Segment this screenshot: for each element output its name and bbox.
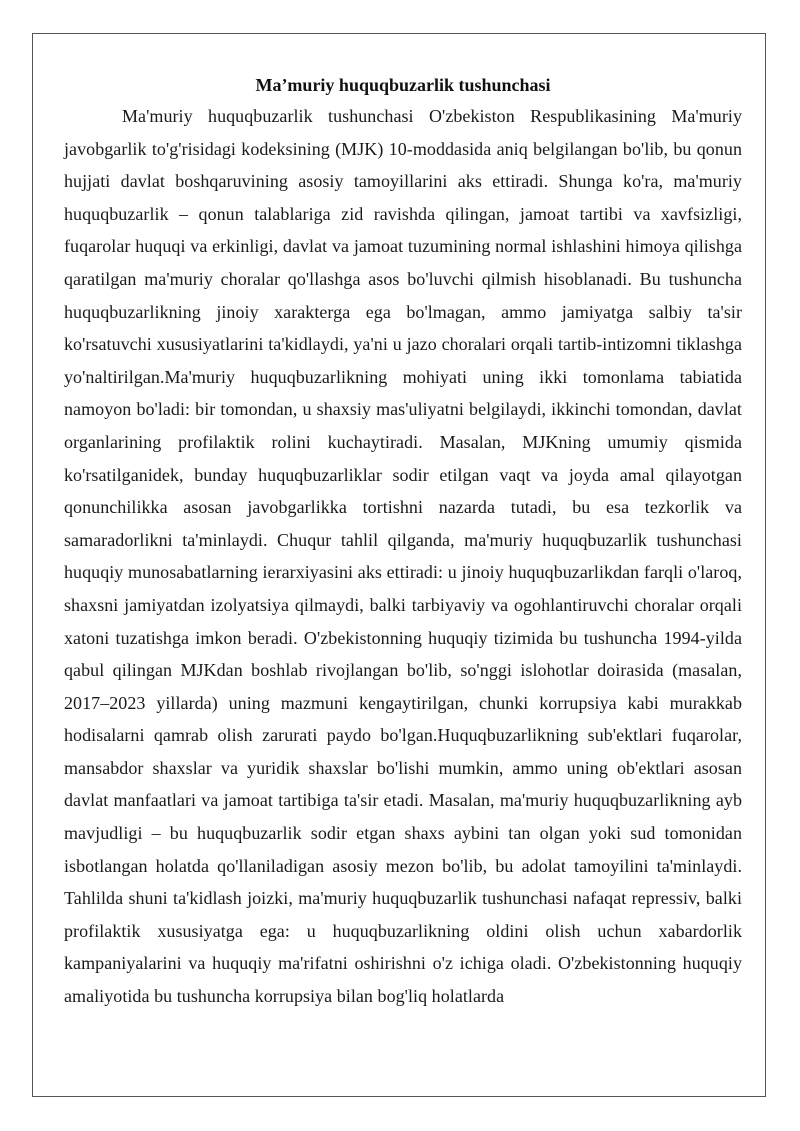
document-body [64, 73, 742, 1013]
document-title: Ma’muriy huquqbuzarlik tushunchasi [255, 75, 551, 95]
body-paragraph: Ma'muriy huquqbuzarlik tushunchasi O'zbekiston Respublikasining Ma'muriy javobgarlik to'g'risidagi kodeksining (MJK) 10-moddasida aniq belgilangan bo'lib, bu qonun hujjati davlat boshqaruvining asosiy tamoyillarini aks ettiradi. Shunga ko'ra, ma'muriy huquqbuzarlik – qonun talablariga zid ravishda qilingan, jamoat tartibi va xavfsizligi, fuqarolar huquqi va erkinligi, davlat va jamoat tuzumining normal ishlashini himoya qilishga qaratilgan ma'muriy choralar qo'llashga asos bo'luvchi qilmish hisoblanadi. Bu tushuncha huquqbuzarlikning jinoiy xarakterga ega bo'lmagan, ammo jamiyatga salbiy ta'sir ko'rsatuvchi xususiyatlarini ta'kidlaydi, ya'ni u jazo choralari orqali tartib-intizomni tiklashga yo'naltirilgan.Ma'muriy huquqbuzarlikning mohiyati uning ikki tomonlama tabiatida namoyon bo'ladi: bir tomondan, u shaxsiy mas'uliyatni belgilaydi, ikkinchi tomondan, davlat organlarining profilaktik rolini kuchaytiradi. Masalan, MJKning umumiy qismida ko'rsatilganidek, bunday huquqbuzarliklar sodir etilgan vaqt va joyda amal qilayotgan qonunchilikka asosan javobgarlikka tortishni nazarda tutadi, bu esa tezkorlik va samaradorlikni ta'minlaydi. Chuqur tahlil qilganda, ma'muriy huquqbuzarlik tushunchasi huquqiy munosabatlarning ierarxiyasini aks ettiradi: u jinoiy huquqbuzarlikdan farqli o'laroq, shaxsni jamiyatdan izolyatsiya qilmaydi, balki tarbiyaviy va ogohlantiruvchi choralar orqali xatoni tuzatishga imkon beradi. O'zbekistonning huquqiy tizimida bu tushuncha 1994-yilda qabul qilingan MJKdan boshlab rivojlangan bo'lib, so'nggi islohotlar doirasida (masalan, 2017–2023 yillarda) uning mazmuni kengaytirilgan, chunki korrupsiya kabi murakkab hodisalarni qamrab olish zarurati paydo bo'lgan.Huquqbuzarlikning sub'ektlari fuqarolar, mansabdor shaxslar va yuridik shaxslar bo'lishi mumkin, ammo uning ob'ektlari asosan davlat manfaatlari va jamoat tartibiga ta'sir etadi. Masalan, ma'muriy huquqbuzarlikning ayb mavjudligi – bu huquqbuzarlik sodir etgan shaxs aybini tan olgan yoki sud tomonidan isbotlangan holatda qo'llaniladigan asosiy mezon bo'lib, bu adolat tamoyilini ta'minlaydi. Tahlilda shuni ta'kidlash joizki, ma'muriy huquqbuzarlik tushunchasi nafaqat repressiv, balki profilaktik xususiyatga ega: u huquqbuzarlikning oldini olish uchun xabardorlik kampaniyalarini va huquqiy ma'rifatni oshirishni o'z ichiga oladi. O'zbekistonning huquqiy amaliyotida bu tushuncha korrupsiya bilan bog'liq holatlarda [64, 106, 742, 1007]
